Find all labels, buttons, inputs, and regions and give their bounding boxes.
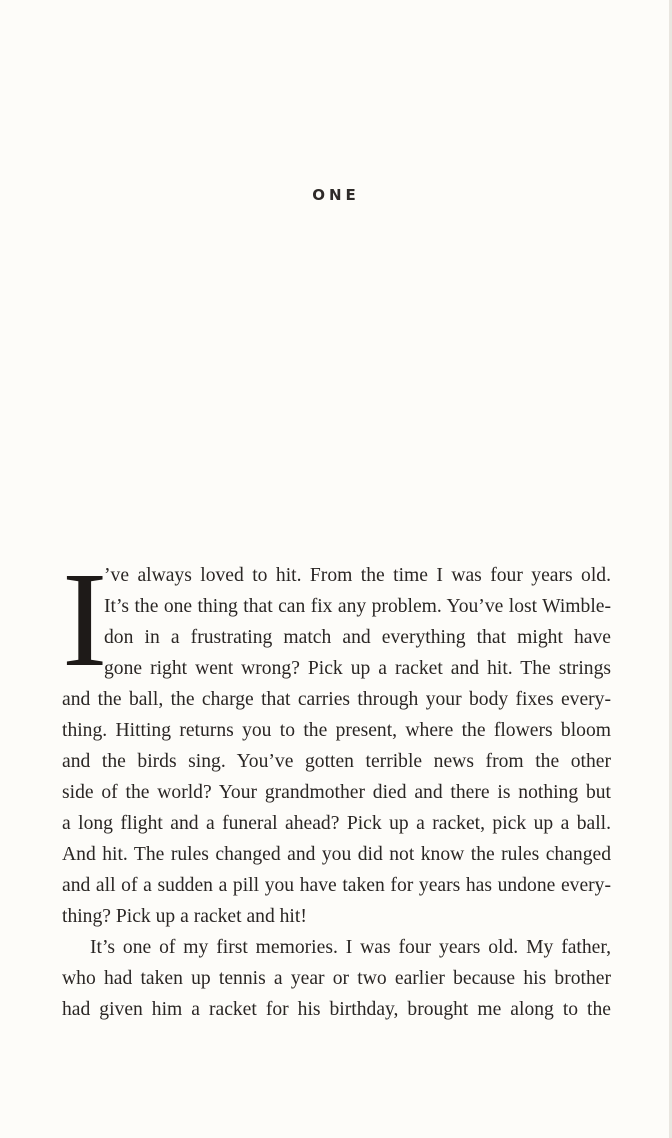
chapter-body (62, 545, 611, 1025)
text-line: ’ve always loved to hit. From the time I was four years old. (104, 565, 611, 586)
text-line: a long flight and a funeral ahead? Pick up a racket, pick up a ball. (62, 813, 611, 834)
chapter-title: ONE (312, 186, 360, 204)
text-line: had given him a racket for his birthday, brought me along to the (62, 999, 611, 1020)
text-line: thing. Hitting returns you to the present, where the flowers bloom (62, 720, 611, 741)
text-line: and all of a sudden a pill you have taken for years has undone every- (62, 875, 611, 896)
text-line: It’s the one thing that can fix any problem. You’ve lost Wimble- (104, 596, 611, 617)
drop-cap: I (62, 545, 108, 695)
text-line: It’s one of my first memories. I was four years old. My father, (90, 937, 611, 958)
text-line: side of the world? Your grandmother died and there is nothing but (62, 782, 611, 803)
text-line: thing? Pick up a racket and hit! (62, 906, 307, 927)
text-line: and the birds sing. You’ve gotten terrible news from the other (62, 751, 611, 772)
text-line: And hit. The rules changed and you did not know the rules changed (62, 844, 611, 865)
text-line: and the ball, the charge that carries through your body fixes every- (62, 689, 611, 710)
text-line: don in a frustrating match and everything that might have (104, 627, 611, 648)
text-line: who had taken up tennis a year or two earlier because his brother (62, 968, 611, 989)
text-line: gone right went wrong? Pick up a racket and hit. The strings (104, 658, 611, 679)
